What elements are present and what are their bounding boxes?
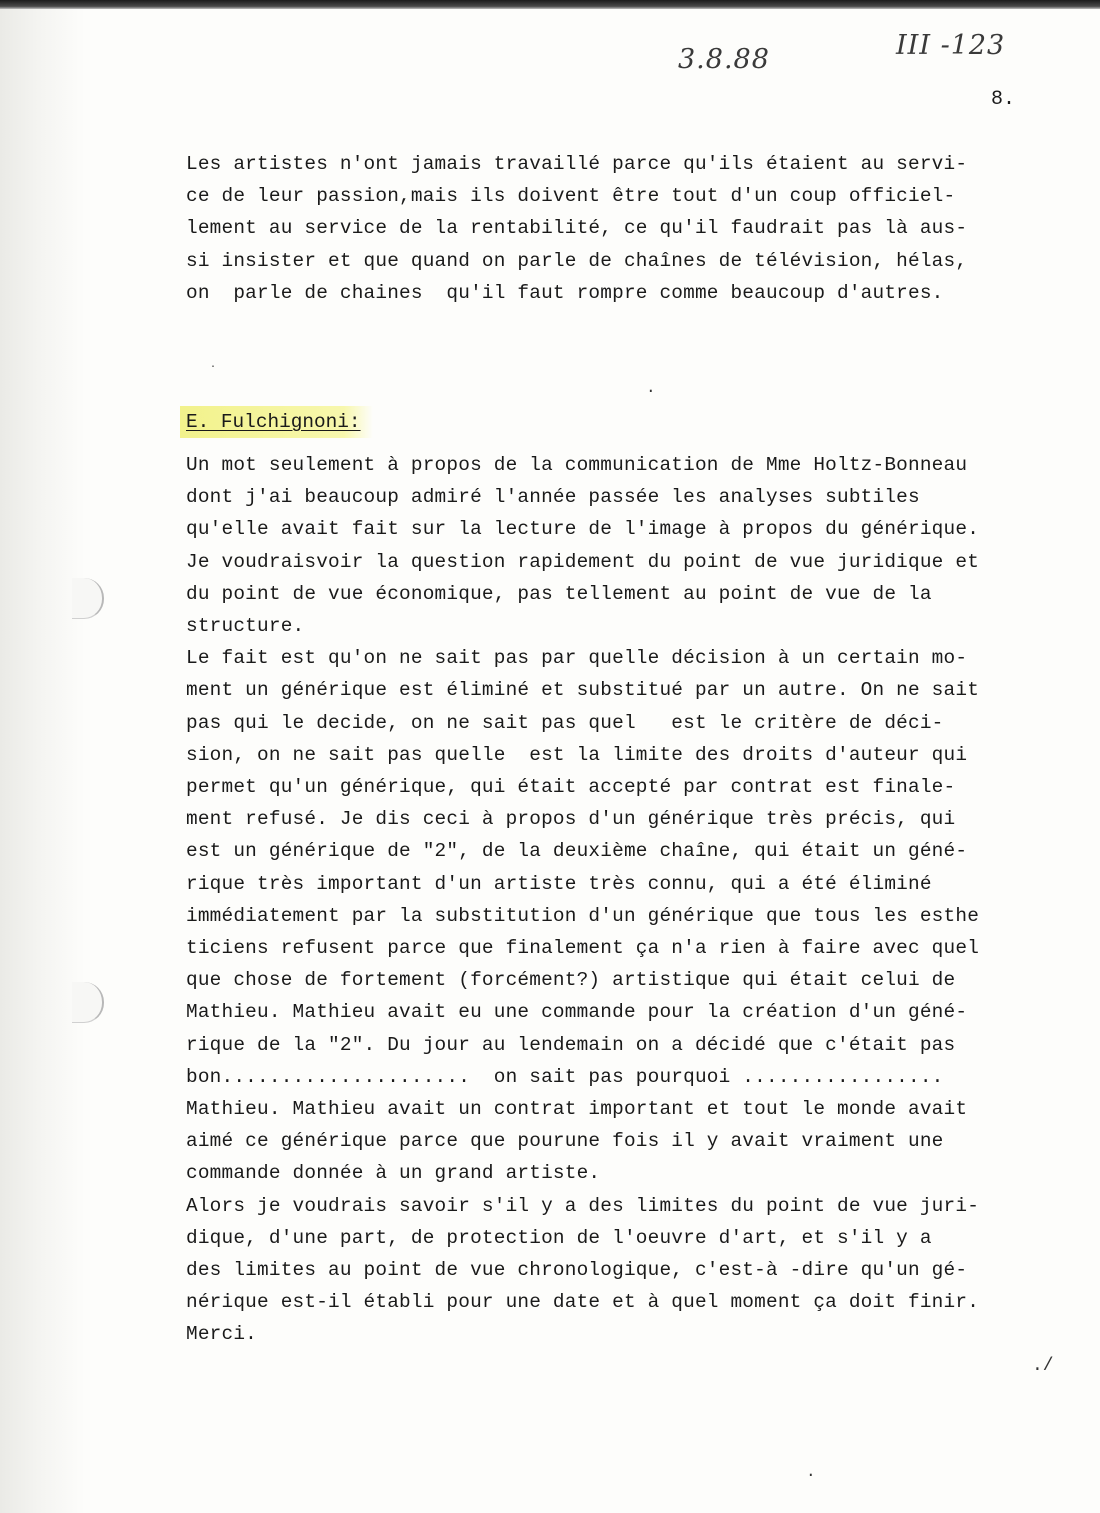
text-line: lement au service de la rentabilité, ce qu'il faudrait pas là aus- <box>186 217 968 240</box>
text-line: qu'elle avait fait sur la lecture de l'image à propos du générique. <box>186 518 980 541</box>
text-line: bon..................... on sait pas pourquoi ................. <box>186 1065 944 1088</box>
text-line: Mathieu. Mathieu avait un contrat important et tout le monde avait <box>186 1098 968 1121</box>
handwritten-reference: III -123 <box>896 30 1006 61</box>
text-line: est un générique de "2", de la deuxième chaîne, qui était un géné- <box>186 840 968 863</box>
speaker-label-highlighted <box>180 406 373 438</box>
text-line: des limites au point de vue chronologique, c'est-à -dire qu'un gé- <box>186 1259 968 1282</box>
text-line: Je voudraisvoir la question rapidement du point de vue juridique et <box>186 550 980 573</box>
speck: · <box>806 1466 816 1484</box>
binder-hole-lower <box>72 982 104 1023</box>
handwritten-date: 3.8.88 <box>678 44 770 75</box>
text-line: ce de leur passion,mais ils doivent être tout d'un coup officiel- <box>186 185 956 208</box>
text-line: Un mot seulement à propos de la communication de Mme Holtz-Bonneau <box>186 454 968 476</box>
page-number: 8. <box>990 88 1015 111</box>
speaker-name: E. Fulchignoni: <box>186 411 361 433</box>
scan-top-edge <box>0 0 1100 9</box>
text-line: du point de vue économique, pas tellement au point de vue de la <box>186 582 932 605</box>
text-line: sion, on ne sait pas quelle est la limite des droits d'auteur qui <box>186 743 968 766</box>
scan-left-shadow <box>0 9 85 1513</box>
text-line: Les artistes n'ont jamais travaillé parce qu'ils étaient au servi- <box>186 153 968 175</box>
text-line: permet qu'un générique, qui était accepté par contrat est finale- <box>186 776 956 799</box>
text-line: pas qui le decide, on ne sait pas quel est le critère de déci- <box>186 711 944 734</box>
text-line: Le fait est qu'on ne sait pas par quelle décision à un certain mo- <box>186 647 968 670</box>
speck: · <box>210 362 217 373</box>
text-line: que chose de fortement (forcément?) artistique qui était celui de <box>186 969 956 992</box>
text-line: aimé ce générique parce que pourune fois il y avait vraiment une <box>186 1130 944 1153</box>
text-line: ment refusé. Je dis ceci à propos d'un générique très précis, qui <box>186 808 956 831</box>
text-line: nérique est-il établi pour une date et à quel moment ça doit finir. <box>186 1291 980 1314</box>
text-line: dont j'ai beaucoup admiré l'année passée les analyses subtiles <box>186 486 920 509</box>
intro-paragraph <box>186 148 1066 309</box>
text-line: rique très important d'un artiste très connu, qui a été éliminé <box>186 872 932 895</box>
text-line: Mathieu. Mathieu avait eu une commande pour la création d'un géné- <box>186 1001 968 1024</box>
text-line: ment un générique est éliminé et substitué par un autre. On ne sait <box>186 679 980 702</box>
speech-body <box>186 449 1066 1351</box>
text-line: immédiatement par la substitution d'un générique que tous les esthe <box>186 904 980 927</box>
text-line: commande donnée à un grand artiste. <box>186 1162 601 1185</box>
text-line: Merci. <box>186 1323 258 1346</box>
text-line: Alors je voudrais savoir s'il y a des limites du point de vue juri- <box>186 1194 980 1217</box>
text-line: dique, d'une part, de protection de l'oeuvre d'art, et s'il y a <box>186 1226 932 1249</box>
text-line: si insister et que quand on parle de chaînes de télévision, hélas, <box>186 249 968 272</box>
text-line: on parle de chaines qu'il faut rompre comme beaucoup d'autres. <box>186 281 944 304</box>
continuation-mark: ./ <box>1032 1356 1054 1376</box>
text-line: ticiens refusent parce que finalement ça n'a rien à faire avec quel <box>186 937 980 960</box>
binder-hole-upper <box>72 578 104 619</box>
text-line: structure. <box>186 615 305 638</box>
speck: · <box>646 382 656 400</box>
text-line: rique de la "2". Du jour au lendemain on a décidé que c'était pas <box>186 1033 956 1056</box>
